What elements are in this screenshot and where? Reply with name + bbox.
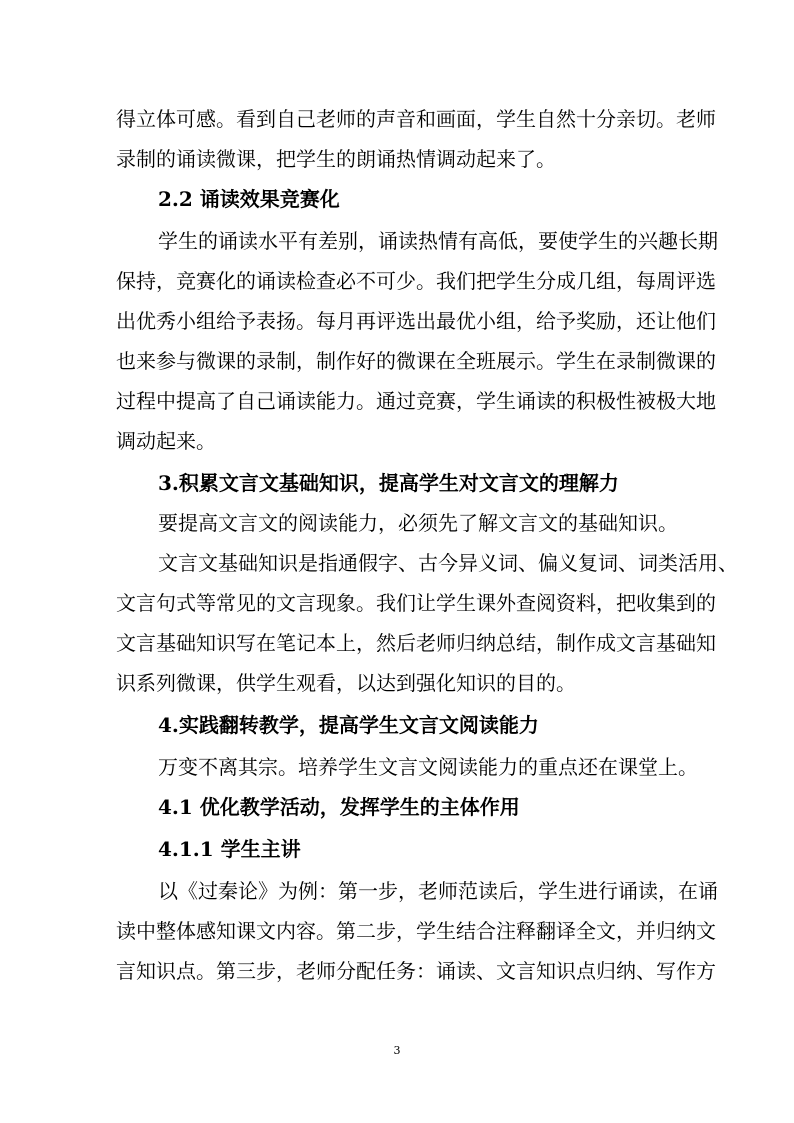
paragraph-line: 也来参与微课的录制，制作好的微课在全班展示。学生在录制微课的: [116, 349, 716, 373]
paragraph-line: 过程中提高了自己诵读能力。通过竞赛，学生诵读的积极性被极大地: [116, 389, 716, 413]
paragraph-line: 识系列微课，供学生观看，以达到强化知识的目的。: [116, 671, 576, 695]
paragraph-line: 文言基础知识写在笔记本上，然后老师归纳总结，制作成文言基础知: [116, 631, 716, 655]
paragraph-line: 言知识点。第三步，老师分配任务：诵读、文言知识点归纳、写作方: [116, 959, 716, 983]
page-number: 3: [393, 1044, 401, 1057]
paragraph-line: 保持，竞赛化的诵读检查必不可少。我们把学生分成几组，每周评选: [116, 269, 716, 293]
paragraph-line: 学生的诵读水平有差别，诵读热情有高低，要使学生的兴趣长期: [158, 229, 718, 253]
paragraph-line: 录制的诵读微课，把学生的朗诵热情调动起来了。: [116, 147, 556, 171]
section-heading: 4.1.1 学生主讲: [158, 837, 301, 861]
paragraph-line: 调动起来。: [116, 429, 216, 453]
paragraph-line: 以《过秦论》为例：第一步，老师范读后，学生进行诵读，在诵: [158, 879, 718, 903]
paragraph-line: 万变不离其宗。培养学生文言文阅读能力的重点还在课堂上。: [158, 755, 698, 779]
section-heading: 2.2 诵读效果竞赛化: [158, 187, 340, 211]
paragraph-line: 得立体可感。看到自己老师的声音和画面，学生自然十分亲切。老师: [116, 107, 716, 131]
section-heading: 4.实践翻转教学，提高学生文言文阅读能力: [158, 713, 539, 737]
paragraph-line: 文言句式等常见的文言现象。我们让学生课外查阅资料，把收集到的: [116, 591, 716, 615]
section-heading: 3.积累文言文基础知识，提高学生对文言文的理解力: [158, 471, 619, 495]
paragraph-line: 文言文基础知识是指通假字、古今异义词、偏义复词、词类活用、: [158, 551, 738, 575]
paragraph-line: 要提高文言文的阅读能力，必须先了解文言文的基础知识。: [158, 511, 678, 535]
paragraph-line: 出优秀小组给予表扬。每月再评选出最优小组，给予奖励，还让他们: [116, 309, 716, 333]
paragraph-line: 读中整体感知课文内容。第二步，学生结合注释翻译全文，并归纳文: [116, 919, 716, 943]
section-heading: 4.1 优化教学活动，发挥学生的主体作用: [158, 795, 520, 819]
